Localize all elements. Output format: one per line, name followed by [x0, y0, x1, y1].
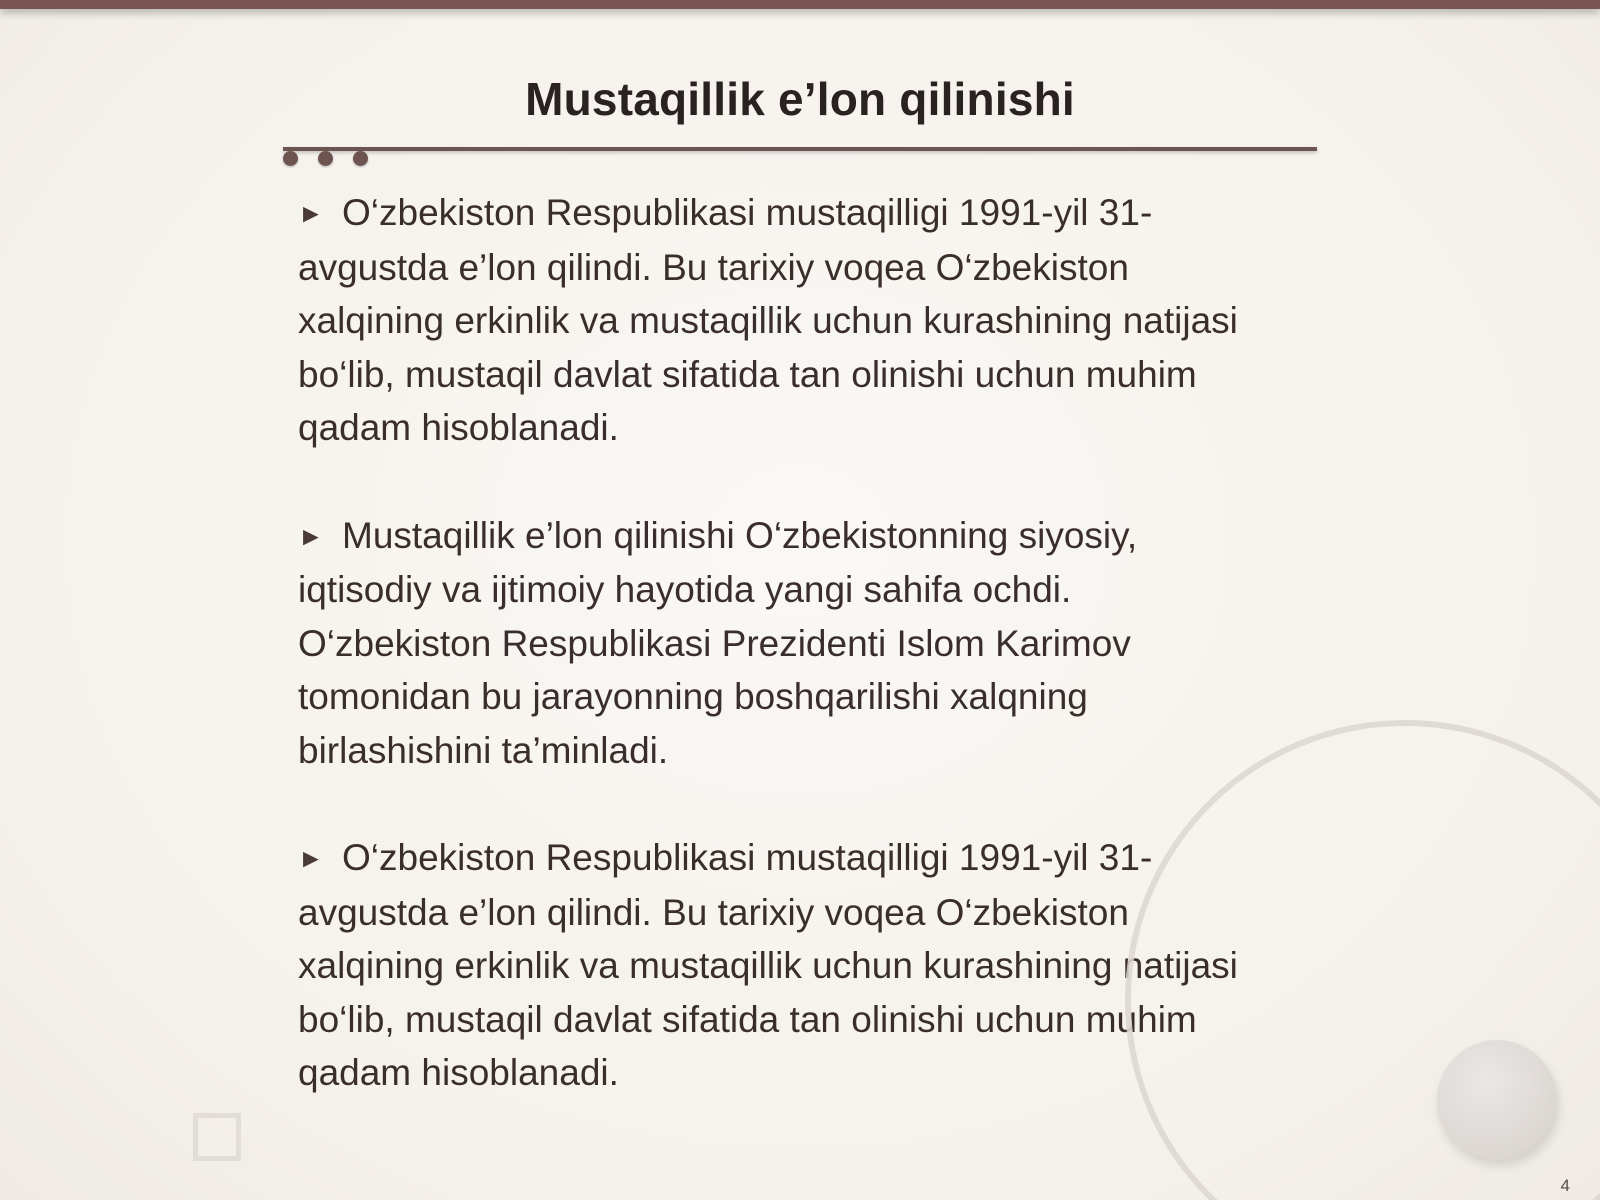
paragraph-text: O‘zbekiston Respublikasi mustaqilligi 1991-yil 31-avgustda e’lon qilindi. Bu tarixiy voqea O‘zbekiston xalqining erkinlik va mustaqillik uchun kurashining natijasi bo‘lib, mustaqil davlat sifatida tan olinishi uchun muhim qadam hisoblanadi.: [298, 192, 1238, 448]
title-underline: [283, 147, 1317, 151]
bullet-paragraph: [298, 509, 1253, 778]
bullet-arrow-icon: ►: [298, 843, 324, 873]
decor-dot: [318, 151, 333, 166]
page-number: 4: [1560, 1176, 1570, 1195]
title-dots-decoration: [283, 151, 373, 169]
decorative-disc: [1437, 1040, 1557, 1160]
top-accent-bar: [0, 0, 1600, 9]
decor-dot: [283, 151, 298, 166]
bullet-arrow-icon: ►: [298, 520, 324, 551]
bullet-paragraph: [298, 186, 1253, 455]
paragraph-text: O‘zbekiston Respublikasi mustaqilligi 1991-yil 31-avgustda e’lon qilindi. Bu tarixiy voqea O‘zbekiston xalqining erkinlik va mustaqillik uchun kurashining natijasi bo‘lib, mustaqil davlat sifatida tan olinishi uchun muhim qadam hisoblanadi.: [298, 837, 1238, 1093]
decor-dot: [353, 151, 368, 166]
bullet-paragraph: [298, 831, 1253, 1100]
bullet-arrow-icon: ►: [298, 198, 324, 228]
slide-title: Mustaqillik e’lon qilinishi: [525, 73, 1075, 125]
slide-body: [298, 186, 1253, 1154]
decorative-square: [193, 1113, 241, 1161]
paragraph-text: Mustaqillik e’lon qilinishi O‘zbekistonning siyosiy, iqtisodiy va ijtimoiy hayotida yangi sahifa ochdi. O‘zbekiston Respublikasi Prezidenti Islom Karimov tomonidan bu jarayonning boshqarilishi xalqning birlashishini ta’minladi.: [298, 514, 1138, 771]
